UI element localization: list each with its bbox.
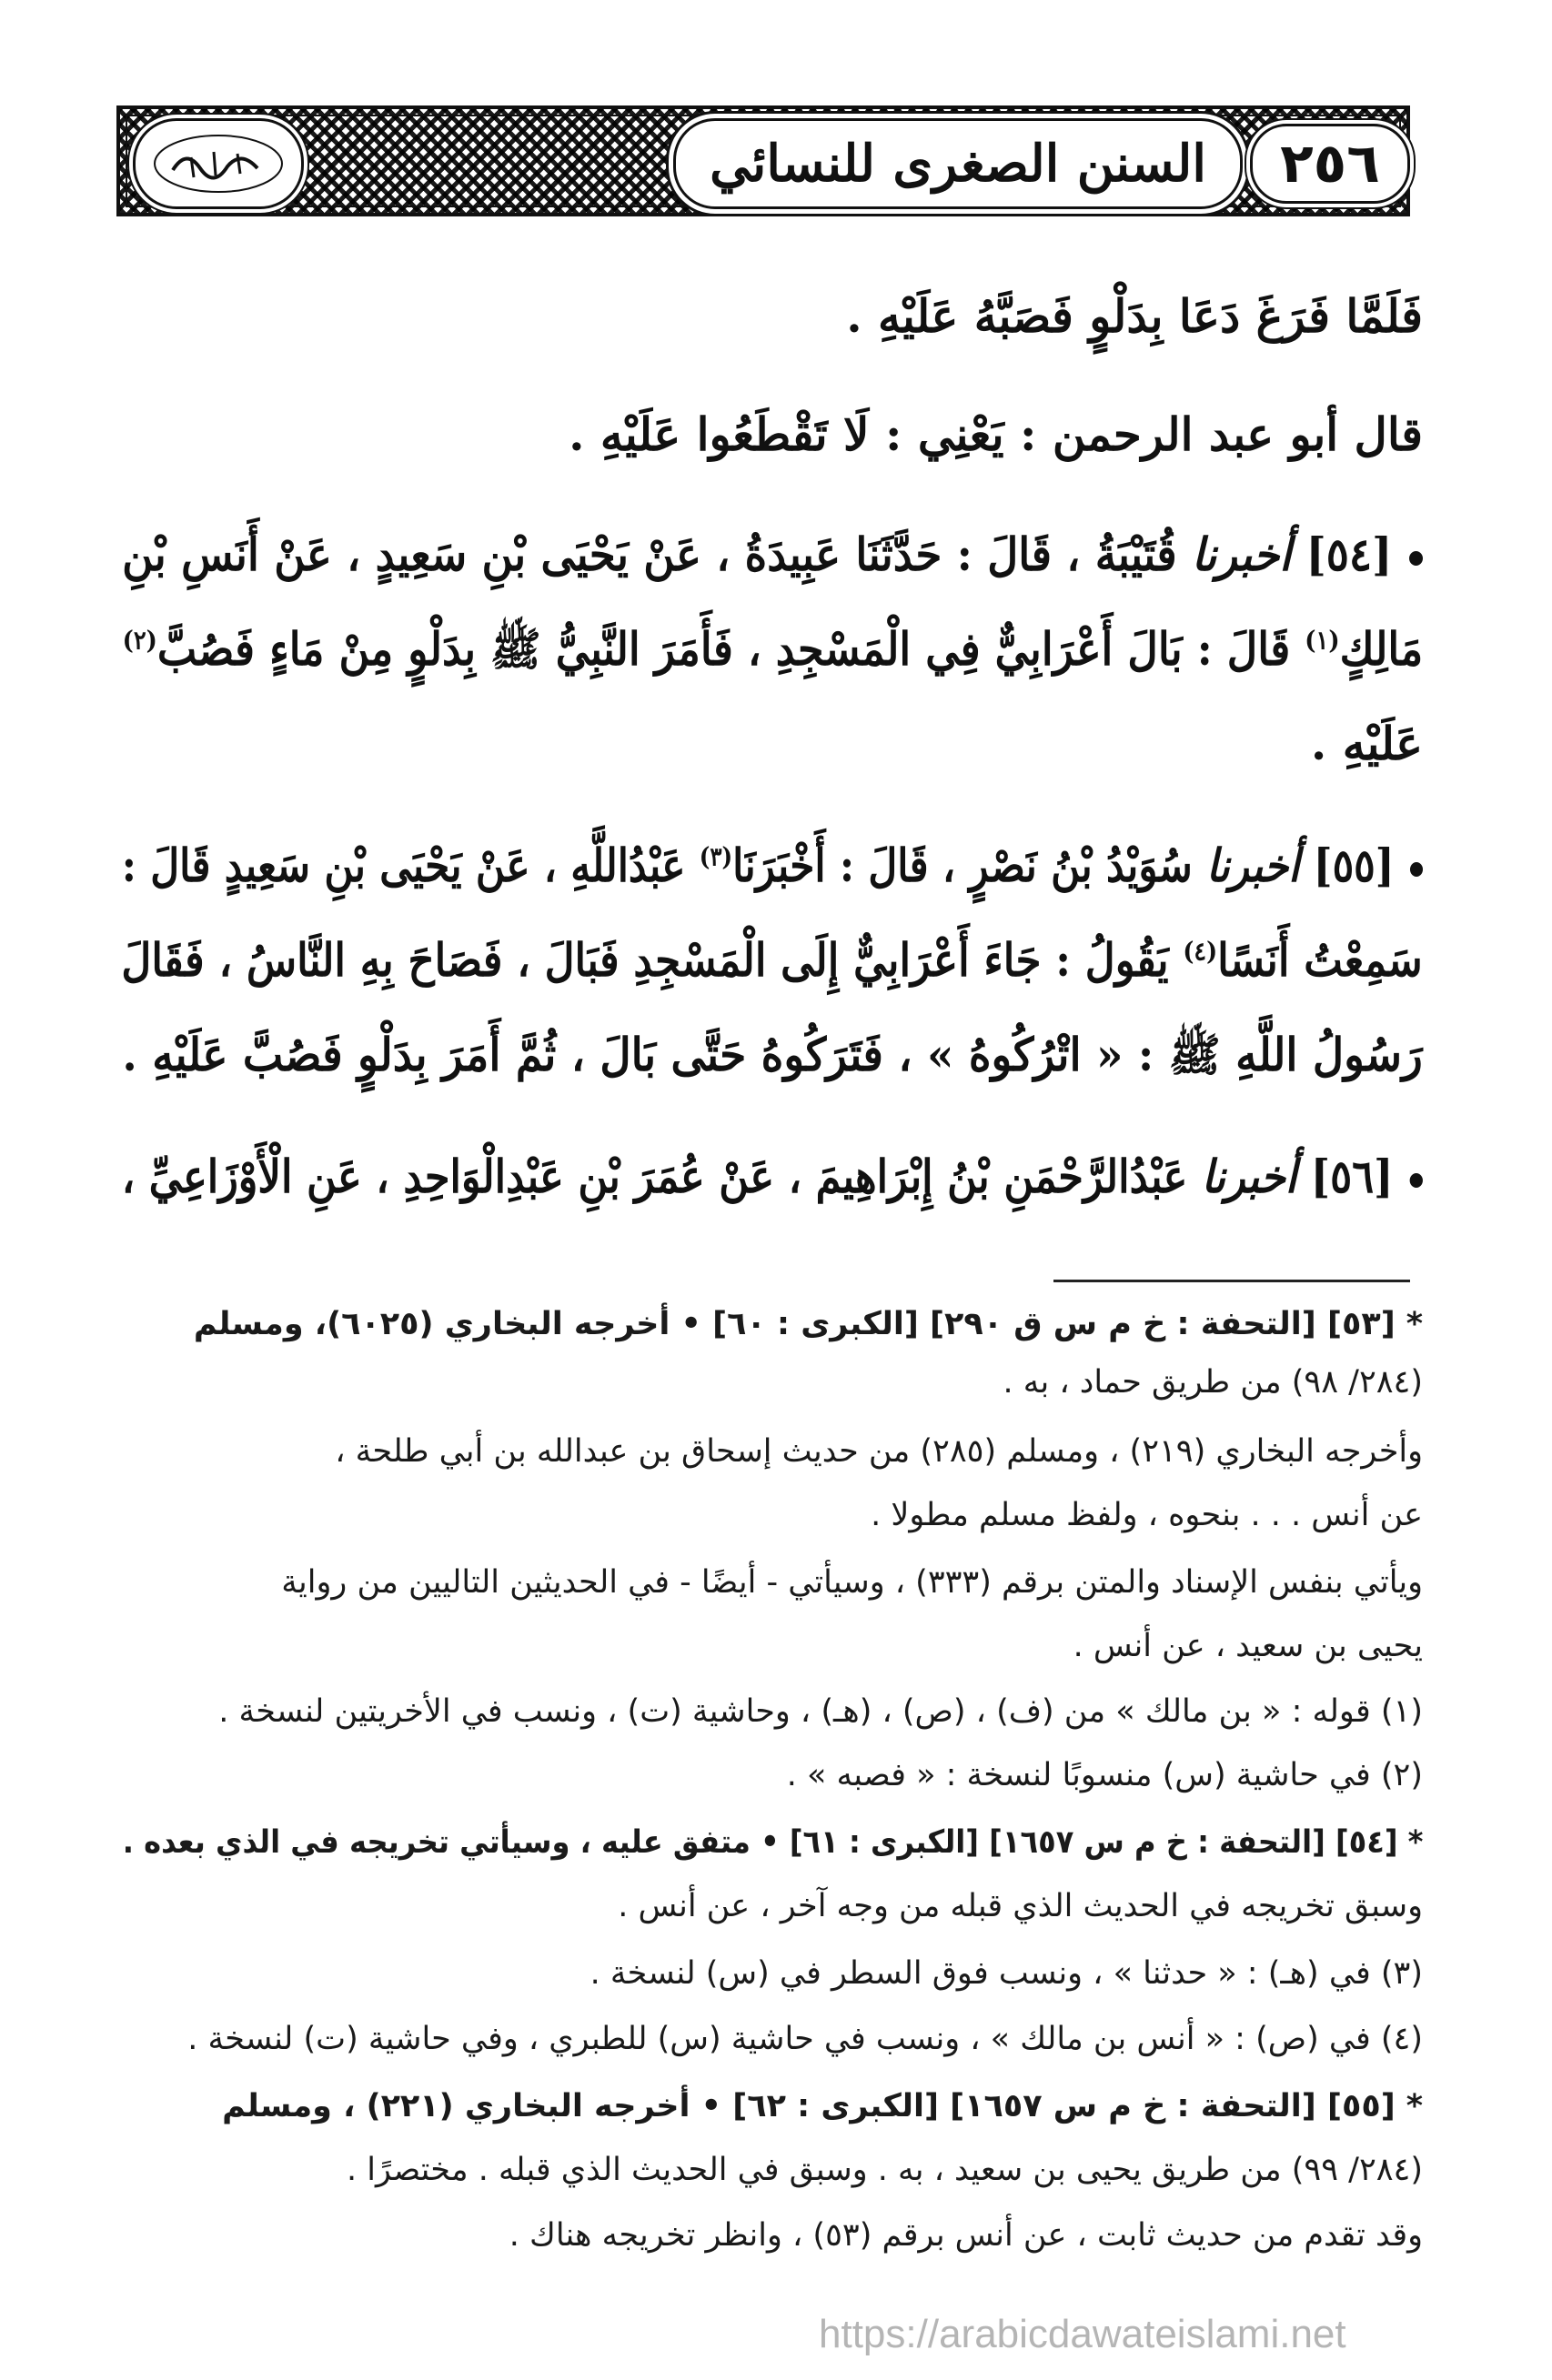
text-line: قال أبو عبد الرحمن : يَعْنِي : لَا تَقْطَعُوا عَلَيْهِ . (569, 407, 1423, 461)
footnote-ref[interactable]: (٣) (699, 841, 733, 872)
hadith-55-line-2: سَمِعْتُ أَنَسًا$^{(٤)}$ يَقُولُ : جَاءَ أَعْرَابِيٌّ إِلَى الْمَسْجِدِ فَبَالَ ، فَصَاحَ بِهِ النَّاسُ ، فَقَالَ (121, 933, 1423, 987)
takhrij-54-line-2: وسبق تخريجه في الحديث الذي قبله من وجه آخر ، عن أنس . (618, 1888, 1423, 1924)
takhrij-53-line-1: *[٥٣] [التحفة : خ م س ق ٢٩٠] [الكبرى : ٦٠] • أخرجه البخاري (٦٠٢٥)، ومسلم (193, 1306, 1423, 1342)
footnote-2: (٢) في حاشية (س) منسوبًا لنسخة : « فصبه » . (786, 1757, 1423, 1793)
bullet-icon (1410, 862, 1423, 877)
takhrij-53-line-3: وأخرجه البخاري (٢١٩) ، ومسلم (٢٨٥) من حديث إسحاق بن عبدالله بن أبي طلحة ، (335, 1433, 1423, 1470)
takhrij-53-line-5: ويأتي بنفس الإسناد والمتن برقم (٣٣٣) ، وسيأتي - أيضًا - في الحديثين التاليين من رواية (281, 1564, 1423, 1601)
hadith-number: [٥٤] (1305, 527, 1393, 581)
asterisk-icon: * (1406, 1306, 1423, 1342)
series-logo-medallion (133, 118, 304, 209)
text-line: فَلَمَّا فَرَغَ دَعَا بِدَلْوٍ فَصَبَّهُ عَلَيْهِ . (846, 289, 1423, 343)
footnote-3: (٣) في (هـ) : « حدثنا » ، ونسب فوق السطر في (س) لنسخة . (590, 1955, 1423, 1992)
takhrij-55-line-2: (٢٨٤/ ٩٩) من طريق يحيى بن سعيد ، به . وسبق في الحديث الذي قبله . مختصرًا . (347, 2152, 1423, 2188)
hadith-number: [٥٥] (1313, 839, 1395, 892)
akhbarana-label: أخبرنا (1191, 527, 1292, 581)
hadith-54-line-1: [٥٤] أخبرنا قُتَيْبَةُ ، قَالَ : حَدَّثَنَا عَبِيدَةُ ، عَنْ يَحْيَى بْنِ سَعِيدٍ ، عَنْ أَنَسِ بْنِ (122, 527, 1423, 581)
page-number-cartouche (1250, 124, 1410, 204)
takhrij-55-line-1: *[٥٥] [التحفة : خ م س ١٦٥٧] [الكبرى : ٦٢] • أخرجه البخاري (٢٢١) ، ومسلم (222, 2088, 1423, 2124)
takhrij-53-line-6: يحيى بن سعيد ، عن أنس . (1073, 1628, 1423, 1664)
footnote-divider (1053, 1280, 1410, 1282)
footnote-ref[interactable]: (٢) (122, 625, 157, 656)
asterisk-icon: * (1406, 2088, 1423, 2124)
hadith-56-line-1: [٥٦] أخبرنا عَبْدُالرَّحْمَنِ بْنُ إِبْرَاهِيمَ ، عَنْ عُمَرَ بْنِ عَبْدِالْوَاحِدِ ، عَنِ الْأَوْزَاعِيِّ ، (122, 1150, 1423, 1203)
takhrij-54-line-1: *[٥٤] [التحفة : خ م س ١٦٥٧] [الكبرى : ٦١] • متفق عليه ، وسيأتي تخريجه في الذي بعده . (122, 1824, 1423, 1861)
ornamental-header (116, 105, 1410, 216)
footnote-ref[interactable]: (١) (1305, 625, 1340, 656)
title-cartouche (673, 118, 1243, 209)
page-title: السنن الصغرى للنسائي (710, 134, 1206, 194)
hadith-54-line-3: عَلَيْهِ . (1310, 717, 1423, 770)
bullet-icon (1409, 551, 1423, 566)
takhrij-53-line-2: (٢٨٤/ ٩٨) من طريق حماد ، به . (1003, 1364, 1423, 1401)
watermark-url[interactable]: https://arabicdawateislami.net (819, 2312, 1346, 2356)
akhbarana-label: أخبرنا (1202, 1150, 1297, 1203)
hadith-55-line-1: [٥٥] أخبرنا سُوَيْدُ بْنُ نَصْرٍ ، قَالَ : أَخْبَرَنَا$^{(٣)}$ عَبْدُاللَّهِ ، عَنْ يَحْيَى بْنِ سَعِيدٍ قَالَ : (122, 839, 1423, 892)
hadith-55-line-3: رَسُولُ اللَّهِ ﷺ : « اتْرُكُوهُ » ، فَتَرَكُوهُ حَتَّى بَالَ ، ثُمَّ أَمَرَ بِدَلْوٍ فَصُبَّ عَلَيْهِ . (122, 1028, 1423, 1081)
takhrij-53-line-4: عن أنس . . . بنحوه ، ولفظ مسلم مطولا . (871, 1497, 1423, 1533)
footnote-4: (٤) في (ص) : « أنس بن مالك » ، ونسب في حاشية (س) للطبري ، وفي حاشية (ت) لنسخة . (187, 2021, 1423, 2057)
footnote-1: (١) قوله : « بن مالك » من (ف) ، (ص) ، (هـ) ، وحاشية (ت) ، ونسب في الأخريتين لنسخة . (218, 1693, 1423, 1730)
hadith-54-line-2: مَالِكٍ$^{(١)}$ قَالَ : بَالَ أَعْرَابِيٌّ فِي الْمَسْجِدِ ، فَأَمَرَ النَّبِيُّ ﷺ بِدَلْوٍ مِنْ مَاءٍ فَصُبَّ$^{(٢)}$ (122, 622, 1423, 676)
asterisk-icon: * (1407, 1824, 1423, 1861)
bullet-icon (1410, 1173, 1423, 1188)
hadith-number: [٥٦] (1311, 1150, 1394, 1203)
page-number: ٢٥٦ (1280, 132, 1380, 196)
footnote-ref[interactable]: (٤) (1183, 936, 1218, 967)
calligraphic-logo-icon (150, 132, 287, 196)
takhrij-55-line-3: وقد تقدم من حديث ثابت ، عن أنس برقم (٥٣) ، وانظر تخريجه هناك . (509, 2217, 1423, 2254)
akhbarana-label: أخبرنا (1205, 839, 1300, 892)
